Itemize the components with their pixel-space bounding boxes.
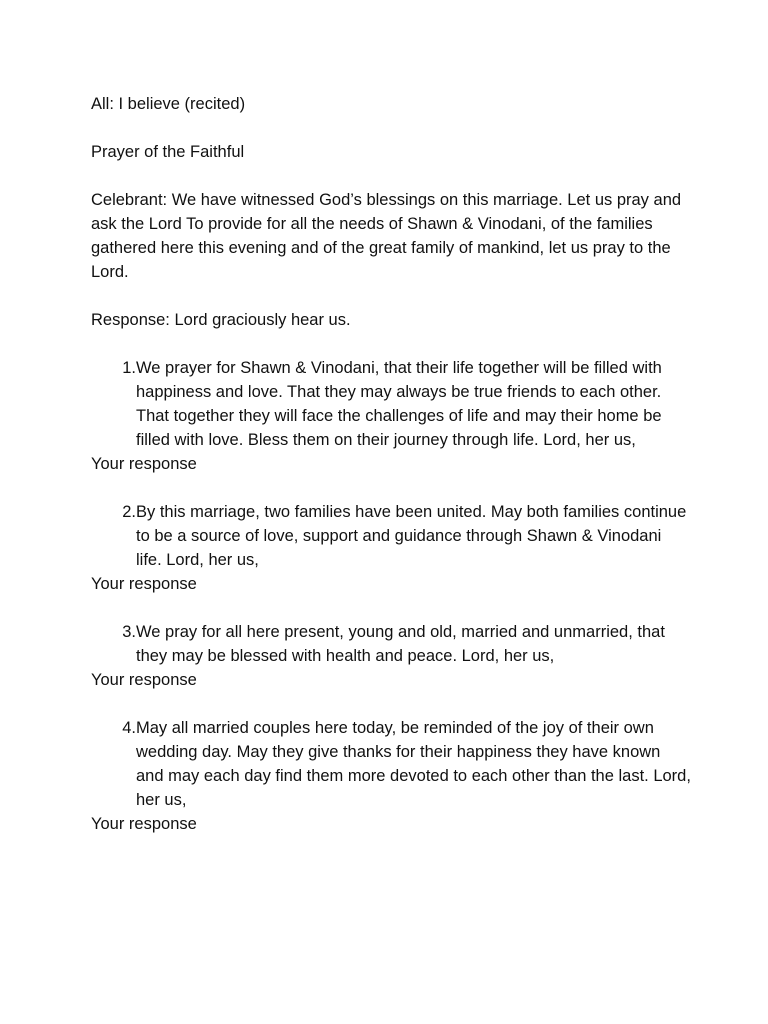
petition-3-item xyxy=(91,620,691,668)
section-heading: Prayer of the Faithful xyxy=(91,143,245,161)
petition-4-text: May all married couples here today, be reminded of the joy of their own wedding day. May they give thanks for their happiness they have known and may each day find them more devoted to each other than the last. Lord, her us, xyxy=(136,719,691,809)
document-body xyxy=(91,92,691,860)
petition-4-item xyxy=(91,716,691,812)
petition-2-number: 2. xyxy=(122,503,136,521)
petition-4-number: 4. xyxy=(122,719,136,737)
petition-1-number: 1. xyxy=(122,359,136,377)
petition-1-item xyxy=(91,356,691,452)
petition-4 xyxy=(91,716,691,836)
petition-4-response: Your response xyxy=(91,815,197,833)
petition-3 xyxy=(91,620,691,692)
celebrant-paragraph: Celebrant: We have witnessed God’s blessings on this marriage. Let us pray and ask the Lord To provide for all the needs of Shawn & Vinodani, of the families gathered here this evening and of the great family of mankind, let us pray to the Lord. xyxy=(91,191,682,281)
petition-3-number: 3. xyxy=(122,623,136,641)
petition-1 xyxy=(91,356,691,476)
response-intro: Response: Lord graciously hear us. xyxy=(91,311,351,329)
petition-2-text: By this marriage, two families have been united. May both families continue to be a source of love, support and guidance through Shawn & Vinodani life. Lord, her us, xyxy=(136,503,687,569)
petition-2 xyxy=(91,500,691,596)
petition-2-response: Your response xyxy=(91,575,197,593)
petition-1-response: Your response xyxy=(91,455,197,473)
petition-1-text: We prayer for Shawn & Vinodani, that their life together will be filled with happiness and love. That they may always be true friends to each other. That together they will face the challenges of life and may their home be filled with love. Bless them on their journey through life. Lord, her us, xyxy=(136,359,662,449)
petition-2-item xyxy=(91,500,691,572)
creed-line: All: I believe (recited) xyxy=(91,95,246,113)
petition-3-text: We pray for all here present, young and old, married and unmarried, that they may be blessed with health and peace. Lord, her us, xyxy=(136,623,665,665)
petition-3-response: Your response xyxy=(91,671,197,689)
